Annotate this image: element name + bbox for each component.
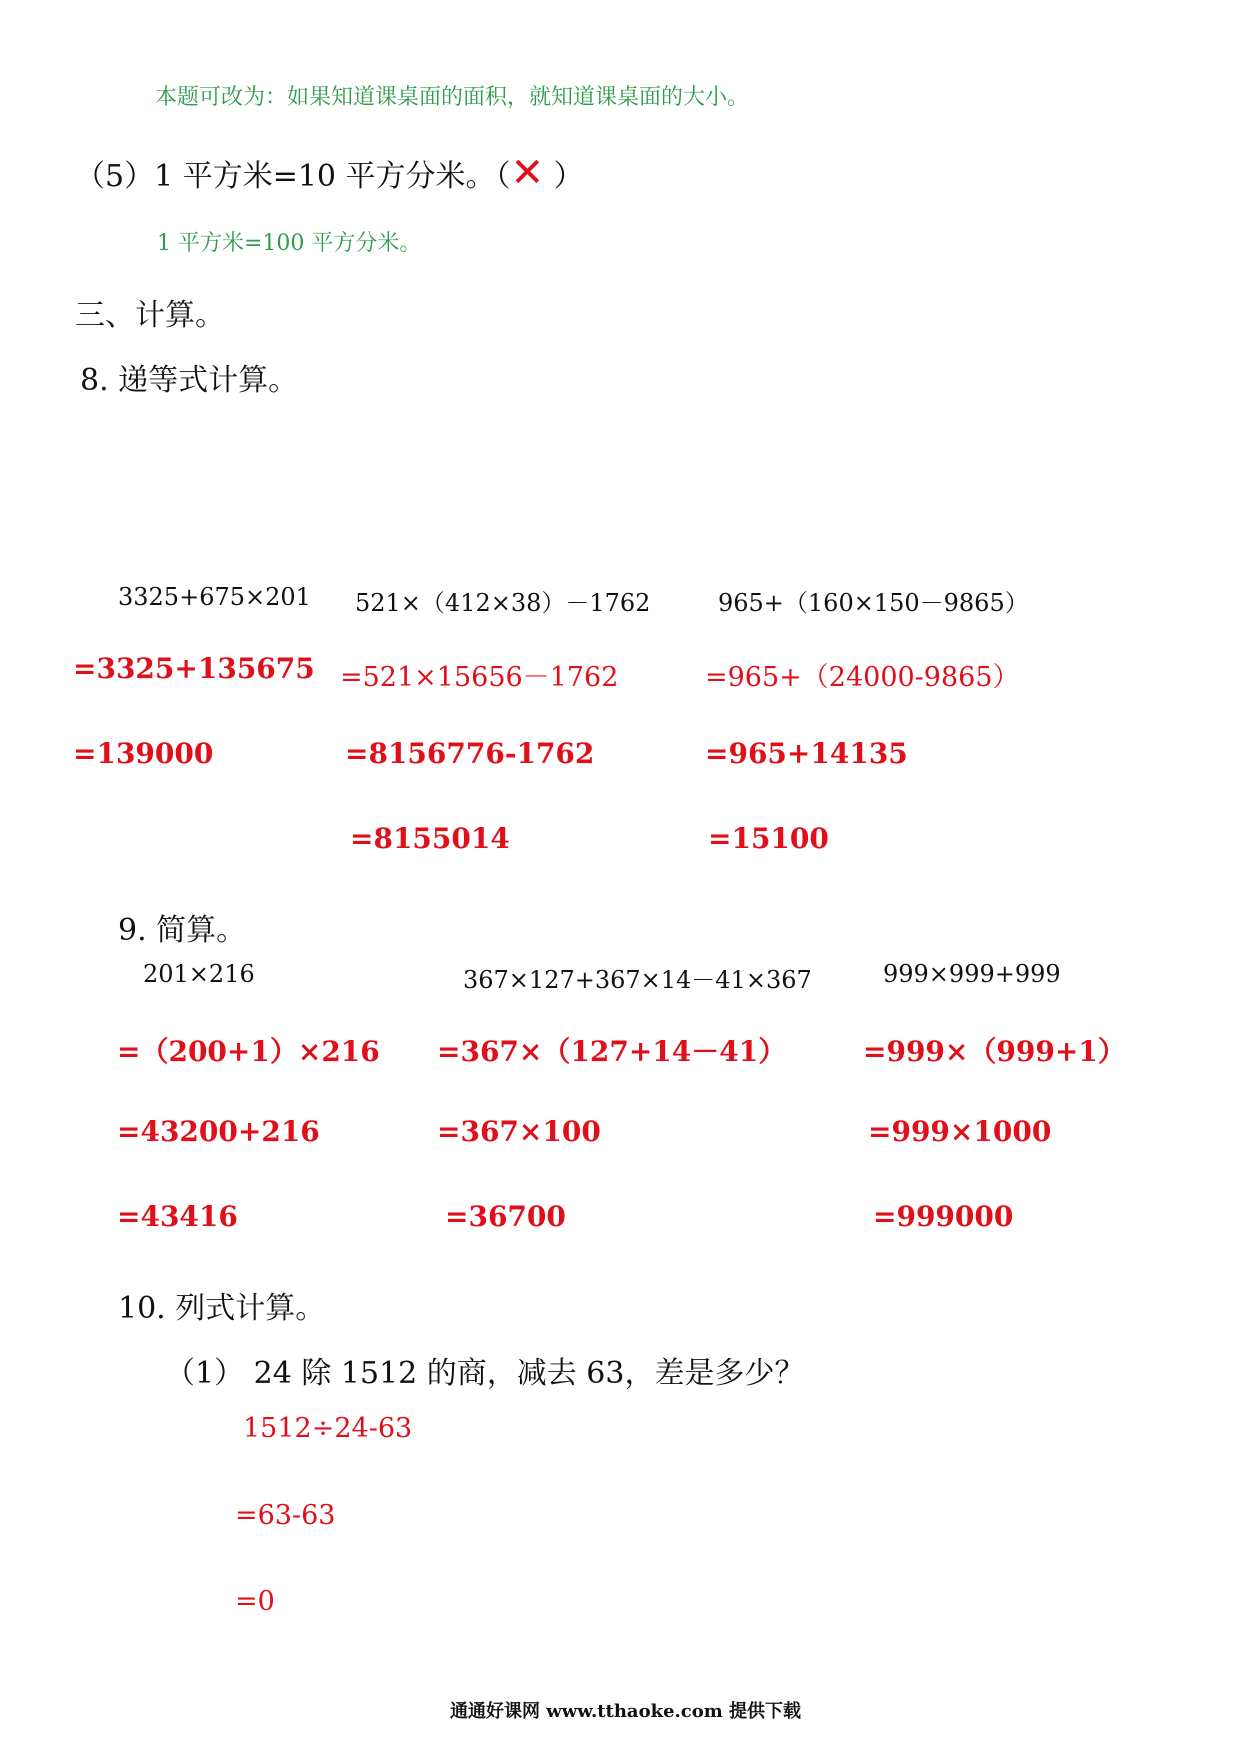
question-5 [75, 150, 584, 196]
q8-c2-step-2: =8156776-1762 [345, 737, 595, 770]
q9-c1-step-3: =43416 [117, 1200, 238, 1233]
q9-c3-step-3: =999000 [873, 1200, 1014, 1233]
q8-c3-step-2: =965+14135 [705, 737, 908, 770]
q9-c3-step-1: =999×（999+1） [863, 1035, 1126, 1068]
q9-c2-step-3: =36700 [445, 1200, 566, 1233]
note-q4: 本题可改为：如果知道课桌面的面积，就知道课桌面的大小。 [155, 85, 750, 110]
q9-c2-step-2: =367×100 [437, 1115, 601, 1148]
q9-c1-step-2: =43200+216 [117, 1115, 320, 1148]
q8-c1-step-1: =3325+135675 [73, 652, 315, 685]
q8-c3-step-3: =15100 [708, 822, 829, 855]
question-5-text: （5）1 平方米=10 平方分米。（ [75, 159, 511, 194]
note-q5: 1 平方米=100 平方分米。 [157, 231, 422, 256]
wrong-mark-icon: ✕ [510, 150, 545, 196]
q8-problem-2: 521×（412×38）－1762 [355, 589, 651, 617]
q10-sub-1: （1） 24 除 1512 的商，减去 63，差是多少？ [165, 1356, 805, 1391]
q9-problem-3: 999×999+999 [883, 960, 1061, 988]
q8-c2-step-1: =521×15656－1762 [340, 662, 619, 693]
q9-c3-step-2: =999×1000 [868, 1115, 1052, 1148]
q10-step-1: 1512÷24-63 [243, 1413, 413, 1444]
q10-title: 10. 列式计算。 [118, 1291, 326, 1326]
q8-c3-step-1: =965+（24000-9865） [705, 662, 1020, 693]
q9-title: 9. 简算。 [118, 913, 247, 948]
q9-problem-1: 201×216 [143, 960, 255, 988]
q8-c1-step-2: =139000 [73, 737, 214, 770]
q9-c1-step-1: =（200+1）×216 [117, 1035, 380, 1068]
q8-c2-step-3: =8155014 [350, 822, 510, 855]
q8-title: 8. 递等式计算。 [80, 363, 299, 398]
page-footer: 通通好课网 www.tthaoke.com 提供下载 [450, 1701, 802, 1722]
q10-step-2: =63-63 [235, 1500, 336, 1531]
q10-step-3: =0 [235, 1586, 275, 1617]
q8-problem-3: 965+（160×150－9865） [718, 589, 1029, 617]
q9-c2-step-1: =367×（127+14－41） [437, 1035, 787, 1068]
q9-problem-2: 367×127+367×14－41×367 [463, 966, 812, 994]
question-5-close: ） [544, 159, 584, 194]
q8-problem-1: 3325+675×201 [118, 583, 311, 611]
section-3-title: 三、计算。 [75, 298, 225, 333]
